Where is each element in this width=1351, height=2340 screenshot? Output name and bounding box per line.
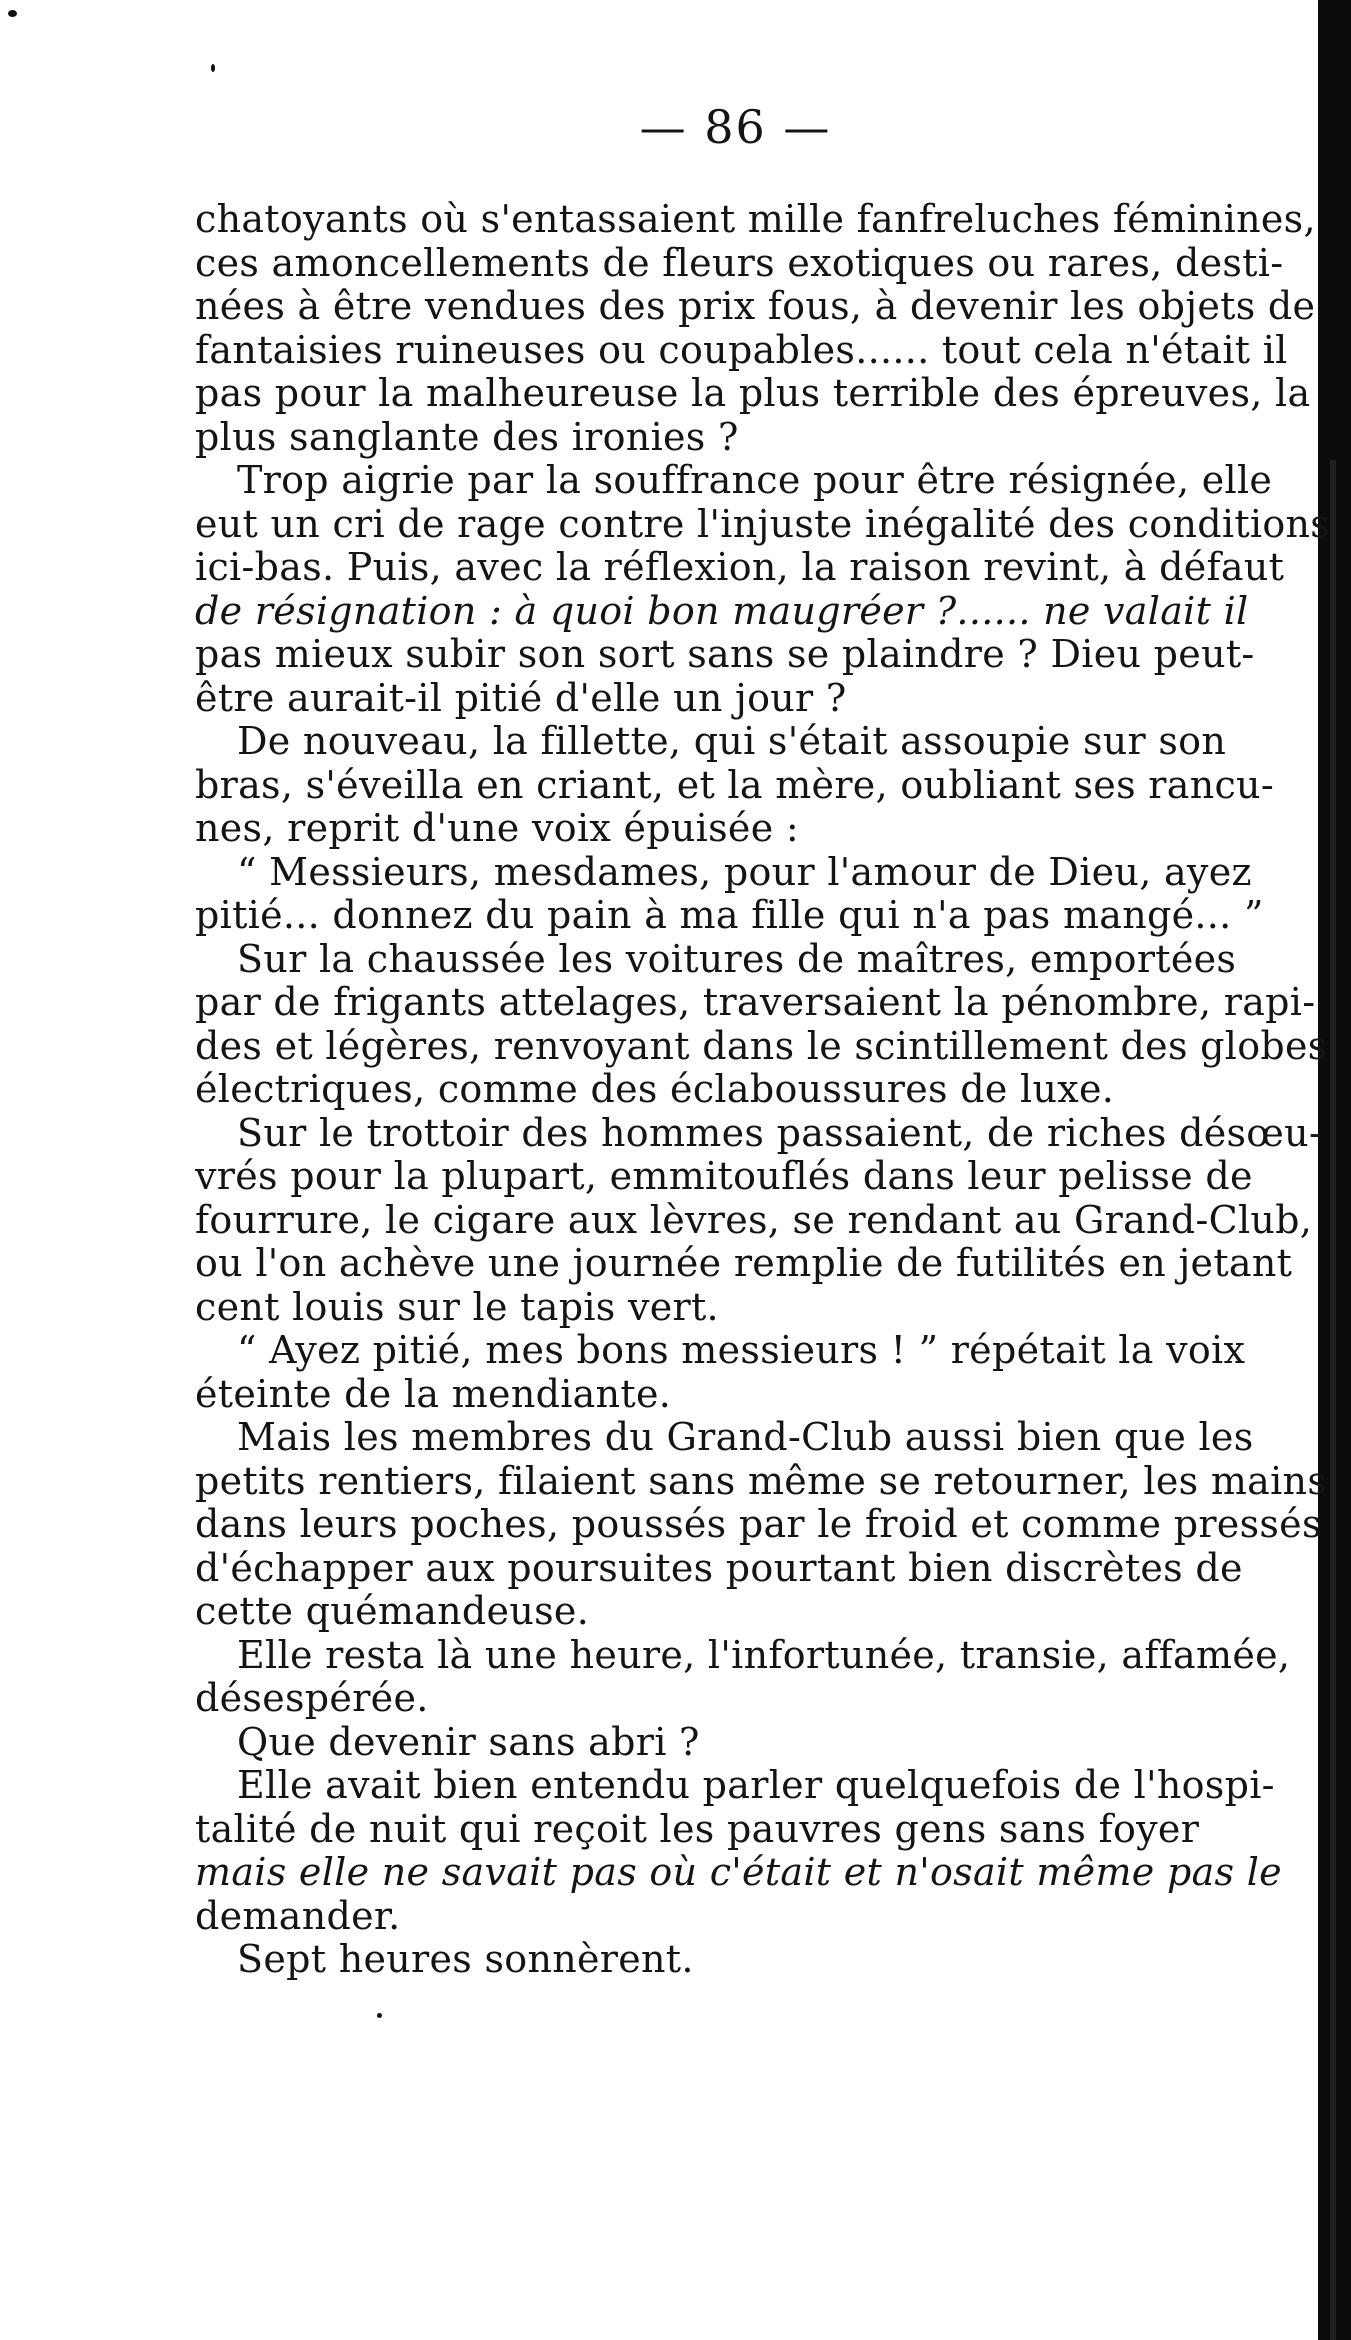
text-line: éteinte de la mendiante. [195, 1372, 672, 1416]
text-line: nées à être vendues des prix fous, à devenir les objets de [195, 285, 1316, 328]
text-line: cette quémandeuse. [195, 1590, 590, 1633]
text-line: nes, reprit d'une voix épuisée : [195, 807, 799, 850]
text-line: Mais les membres du Grand-Club aussi bien que les [237, 1416, 1254, 1459]
text-line: fantaisies ruineuses ou coupables...... tout cela n'était il [195, 328, 1288, 372]
text-line: plus sanglante des ironies ? [195, 415, 739, 459]
text-line: De nouveau, la fillette, qui s'était assoupie sur son [237, 720, 1227, 763]
text-line: Que devenir sans abri ? [237, 1720, 700, 1764]
text-line: de résignation : à quoi bon maugréer ?...... ne valait il [195, 589, 1249, 633]
text-line: pas mieux subir son sort sans se plaindre ? Dieu peut- [195, 633, 1255, 676]
text-line: eut un cri de rage contre l'injuste inégalité des conditions [195, 502, 1331, 546]
text-line: bras, s'éveilla en criant, et la mère, oubliant ses rancu- [195, 763, 1274, 807]
text-line: pitié... donnez du pain à ma fille qui n'a pas mangé... ” [195, 894, 1264, 937]
text-line: cent louis sur le tapis vert. [195, 1285, 719, 1329]
text-line: ces amoncellements de fleurs exotiques ou rares, desti- [195, 241, 1284, 285]
scan-speck [8, 10, 17, 17]
text-line: électriques, comme des éclaboussures de luxe. [195, 1068, 1115, 1111]
text-line: chatoyants où s'entassaient mille fanfreluches féminines, [195, 198, 1316, 241]
text-line: vrés pour la plupart, emmitouflés dans leur pelisse de [195, 1155, 1253, 1198]
text-line: Trop aigrie par la souffrance pour être résignée, elle [237, 459, 1273, 502]
text-line: petits rentiers, filaient sans même se retourner, les mains [195, 1459, 1328, 1503]
text-line: demander. [195, 1894, 401, 1938]
text-line: ici-bas. Puis, avec la réflexion, la raison revint, à défaut [195, 546, 1285, 589]
text-body [195, 198, 1335, 1982]
text-line: être aurait-il pitié d'elle un jour ? [195, 676, 847, 720]
text-line: Elle resta là une heure, l'infortunée, transie, affamée, [237, 1633, 1291, 1677]
text-line: fourrure, le cigare aux lèvres, se rendant au Grand-Club, [195, 1198, 1313, 1242]
text-line: talité de nuit qui reçoit les pauvres gens sans foyer [195, 1807, 1200, 1851]
page-number: — 86 — [639, 100, 832, 154]
text-line: par de frigants attelages, traversaient la pénombre, rapi- [195, 981, 1316, 1024]
text-line: Sur le trottoir des hommes passaient, de riches désœu- [237, 1111, 1323, 1155]
text-line: Sur la chaussée les voitures de maîtres, emportées [237, 937, 1237, 981]
scan-speck [377, 2013, 382, 2018]
text-line: Elle avait bien entendu parler quelquefois de l'hospi- [237, 1764, 1275, 1807]
scan-speck [211, 64, 215, 72]
text-line: dans leurs poches, poussés par le froid et comme pressés [195, 1503, 1322, 1546]
text-line: Sept heures sonnèrent. [237, 1938, 694, 1981]
text-line: pas pour la malheureuse la plus terrible des épreuves, la [195, 372, 1311, 415]
text-line: des et légères, renvoyant dans le scintillement des globes [195, 1024, 1328, 1068]
text-line: désespérée. [195, 1677, 429, 1720]
text-line: “ Ayez pitié, mes bons messieurs ! ” répétait la voix [237, 1329, 1246, 1372]
text-line: d'échapper aux poursuites pourtant bien discrètes de [195, 1546, 1243, 1590]
text-line: “ Messieurs, mesdames, pour l'amour de Dieu, ayez [237, 850, 1252, 894]
text-line: ou l'on achève une journée remplie de futilités en jetant [195, 1242, 1293, 1285]
text-line: mais elle ne savait pas où c'était et n'osait même pas le [195, 1851, 1282, 1894]
